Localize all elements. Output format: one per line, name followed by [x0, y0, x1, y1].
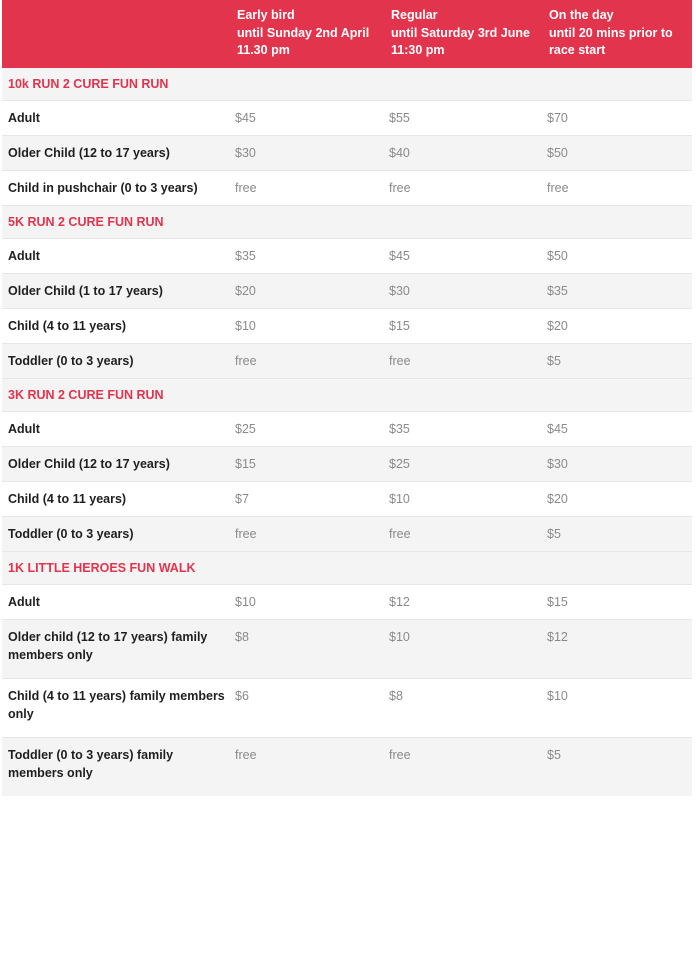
ticket-type-label: Toddler (0 to 3 years): [2, 343, 231, 378]
on-the-day-price: $5: [543, 343, 692, 378]
regular-price: $45: [385, 238, 543, 273]
on-the-day-price: $45: [543, 411, 692, 446]
ticket-type-label: Adult: [2, 584, 231, 619]
price-row: [2, 446, 692, 481]
on-the-day-price: $5: [543, 516, 692, 551]
section-header-row: [2, 551, 692, 584]
pricing-table-header: [2, 0, 692, 68]
price-row: [2, 481, 692, 516]
ticket-type-label: Toddler (0 to 3 years): [2, 516, 231, 551]
regular-price: $12: [385, 584, 543, 619]
section-title: 5K RUN 2 CURE FUN RUN: [2, 205, 692, 238]
ticket-type-label: Adult: [2, 411, 231, 446]
early-bird-price: free: [231, 170, 385, 205]
header-regular-time: 11:30 pm: [391, 43, 445, 57]
header-on-the-day: [543, 0, 692, 68]
early-bird-price: $6: [231, 678, 385, 737]
header-early-bird: [231, 0, 385, 68]
on-the-day-price: free: [543, 170, 692, 205]
on-the-day-price: $15: [543, 584, 692, 619]
section-title: 10k RUN 2 CURE FUN RUN: [2, 68, 692, 101]
on-the-day-price: $30: [543, 446, 692, 481]
price-row: [2, 516, 692, 551]
ticket-type-label: Older child (12 to 17 years) family members only: [2, 619, 231, 678]
regular-price: $40: [385, 135, 543, 170]
price-row: [2, 584, 692, 619]
pricing-table-body: [2, 68, 692, 796]
header-early-bird-name: Early bird: [237, 8, 295, 22]
regular-price: $30: [385, 273, 543, 308]
price-row: [2, 737, 692, 796]
on-the-day-price: $20: [543, 481, 692, 516]
regular-price: $8: [385, 678, 543, 737]
section-title: 1K LITTLE HEROES FUN WALK: [2, 551, 692, 584]
regular-price: free: [385, 737, 543, 796]
header-on-the-day-name: On the day: [549, 8, 614, 22]
pricing-table-container: [2, 0, 692, 796]
price-row: [2, 308, 692, 343]
regular-price: $55: [385, 100, 543, 135]
header-regular-deadline: until Saturday 3rd June: [391, 25, 530, 40]
on-the-day-price: $50: [543, 135, 692, 170]
ticket-type-label: Toddler (0 to 3 years) family members only: [2, 737, 231, 796]
regular-price: $35: [385, 411, 543, 446]
ticket-type-label: Older Child (12 to 17 years): [2, 446, 231, 481]
ticket-type-label: Older Child (1 to 17 years): [2, 273, 231, 308]
section-title: 3K RUN 2 CURE FUN RUN: [2, 378, 692, 411]
ticket-type-label: Child (4 to 11 years) family members only: [2, 678, 231, 737]
on-the-day-price: $50: [543, 238, 692, 273]
early-bird-price: $15: [231, 446, 385, 481]
ticket-type-label: Adult: [2, 238, 231, 273]
price-row: [2, 678, 692, 737]
ticket-type-label: Child (4 to 11 years): [2, 481, 231, 516]
ticket-type-label: Adult: [2, 100, 231, 135]
pricing-table: [2, 0, 692, 796]
price-row: [2, 411, 692, 446]
price-row: [2, 273, 692, 308]
regular-price: free: [385, 343, 543, 378]
early-bird-price: $7: [231, 481, 385, 516]
header-early-bird-deadline: until Sunday 2nd April: [237, 25, 370, 40]
regular-price: $25: [385, 446, 543, 481]
early-bird-price: free: [231, 516, 385, 551]
early-bird-price: $10: [231, 308, 385, 343]
section-header-row: [2, 378, 692, 411]
on-the-day-price: $5: [543, 737, 692, 796]
header-on-the-day-deadline: until 20 mins prior to: [549, 25, 673, 40]
header-regular: [385, 0, 543, 68]
price-row: [2, 170, 692, 205]
early-bird-price: $20: [231, 273, 385, 308]
regular-price: free: [385, 170, 543, 205]
price-row: [2, 343, 692, 378]
header-early-bird-time: 11.30 pm: [237, 43, 290, 57]
price-row: [2, 100, 692, 135]
header-row: [2, 0, 692, 68]
on-the-day-price: $35: [543, 273, 692, 308]
early-bird-price: free: [231, 737, 385, 796]
regular-price: $10: [385, 619, 543, 678]
early-bird-price: $35: [231, 238, 385, 273]
on-the-day-price: $12: [543, 619, 692, 678]
early-bird-price: $8: [231, 619, 385, 678]
ticket-type-label: Child in pushchair (0 to 3 years): [2, 170, 231, 205]
ticket-type-label: Child (4 to 11 years): [2, 308, 231, 343]
early-bird-price: $30: [231, 135, 385, 170]
on-the-day-price: $20: [543, 308, 692, 343]
header-corner-cell: [2, 0, 231, 68]
ticket-type-label: Older Child (12 to 17 years): [2, 135, 231, 170]
early-bird-price: free: [231, 343, 385, 378]
early-bird-price: $45: [231, 100, 385, 135]
section-header-row: [2, 205, 692, 238]
regular-price: $10: [385, 481, 543, 516]
on-the-day-price: $10: [543, 678, 692, 737]
header-regular-name: Regular: [391, 8, 438, 22]
price-row: [2, 135, 692, 170]
price-row: [2, 619, 692, 678]
price-row: [2, 238, 692, 273]
on-the-day-price: $70: [543, 100, 692, 135]
section-header-row: [2, 68, 692, 101]
early-bird-price: $10: [231, 584, 385, 619]
header-on-the-day-time: race start: [549, 43, 606, 57]
regular-price: $15: [385, 308, 543, 343]
regular-price: free: [385, 516, 543, 551]
early-bird-price: $25: [231, 411, 385, 446]
